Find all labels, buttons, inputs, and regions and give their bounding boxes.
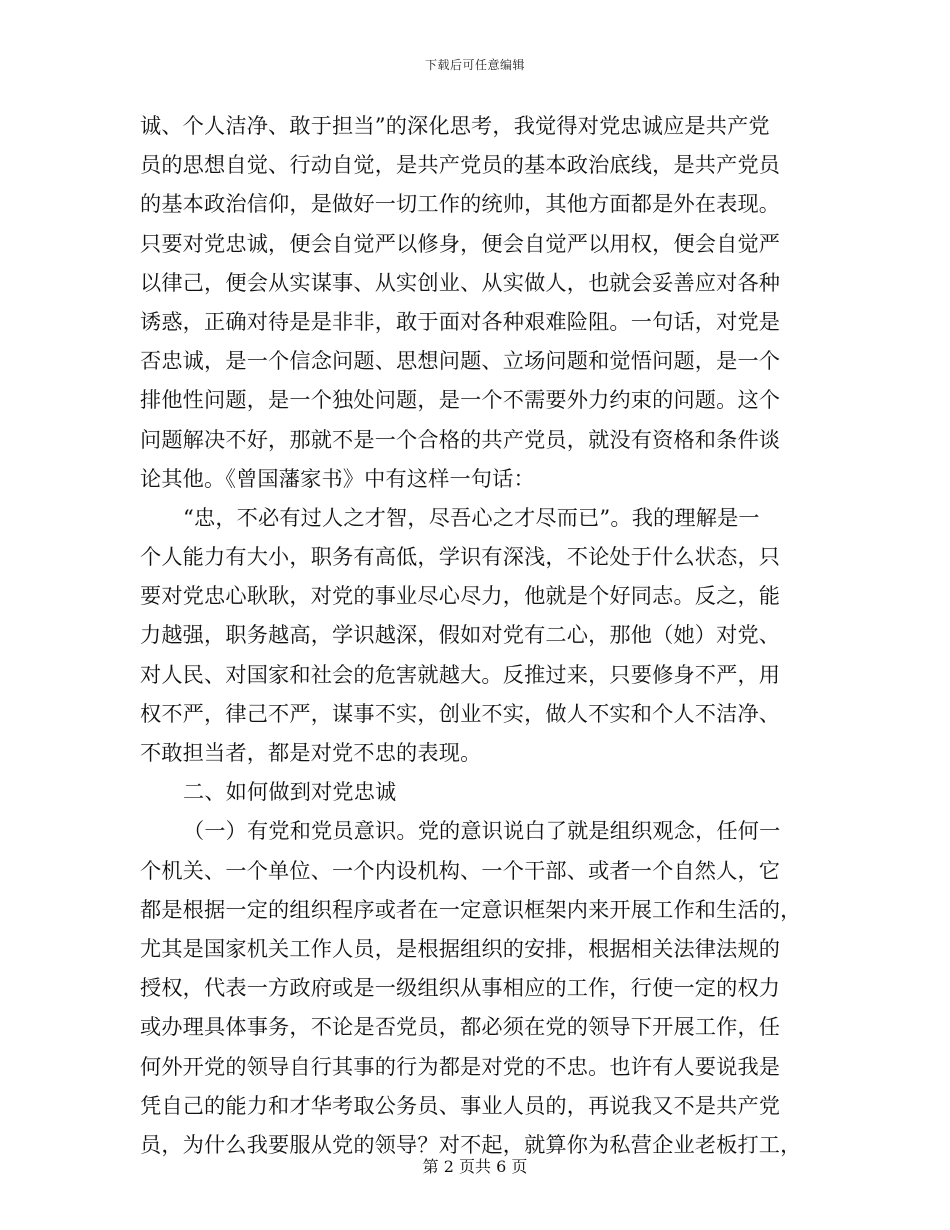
text-line: 诱惑，正确对待是是非非，敢于面对各种艰难险阻。一句话，对党是 bbox=[140, 308, 781, 334]
text-line: 尤其是国家机关工作人员，是根据组织的安排，根据相关法律法规的 bbox=[140, 935, 781, 961]
text-line: 或办理具体事务，不论是否党员，都必须在党的领导下开展工作，任 bbox=[140, 1014, 781, 1040]
page-footer: 第 2 页共 6 页 bbox=[422, 1157, 528, 1176]
text-line: 论其他。《曾国藩家书》中有这样一句话： bbox=[140, 465, 535, 491]
text-line: 何外开党的领导自行其事的行为都是对党的不忠。也许有人要说我是 bbox=[140, 1053, 781, 1079]
text-line: 否忠诚，是一个信念问题、思想问题、立场问题和觉悟问题，是一个 bbox=[140, 348, 781, 374]
text-line: 都是根据一定的组织程序或者在一定意识框架内来开展工作和生活的， bbox=[140, 896, 802, 922]
text-line: 员的思想自觉、行动自觉，是共产党员的基本政治底线，是共产党员 bbox=[140, 152, 781, 178]
text-line: 员，为什么我要服从党的领导？对不起，就算你为私营企业老板打工， bbox=[140, 1131, 802, 1157]
text-line: 的基本政治信仰，是做好一切工作的统帅，其他方面都是外在表现。 bbox=[140, 191, 781, 217]
text-line: 诚、个人洁净、敢于担当”的深化思考，我觉得对党忠诚应是共产党 bbox=[140, 113, 770, 138]
text-line: （一）有党和党员意识。党的意识说白了就是组织观念，任何一 bbox=[183, 818, 781, 844]
text-line: 只要对党忠诚，便会自觉严以修身，便会自觉严以用权，便会自觉严 bbox=[140, 230, 781, 256]
text-line: 力越强，职务越高，学识越深，假如对党有二心，那他（她）对党、 bbox=[140, 622, 781, 648]
text-line: 问题解决不好，那就不是一个合格的共产党员，就没有资格和条件谈 bbox=[140, 426, 781, 452]
text-line: 凭自己的能力和才华考取公务员、事业人员的，再说我又不是共产党 bbox=[140, 1092, 781, 1118]
text-line: 以律己，便会从实谋事、从实创业、从实做人，也就会妥善应对各种 bbox=[140, 269, 781, 295]
text-line: 授权，代表一方政府或是一级组织从事相应的工作，行使一定的权力 bbox=[140, 975, 781, 1001]
text-line: 排他性问题，是一个独处问题，是一个不需要外力约束的问题。这个 bbox=[140, 387, 781, 413]
text-line: 个机关、一个单位、一个内设机构、一个干部、或者一个自然人，它 bbox=[140, 857, 781, 883]
text-line: 不敢担当者，都是对党不忠的表现。 bbox=[140, 740, 482, 765]
body-text bbox=[140, 106, 810, 1164]
page-header: 下载后可任意编辑 bbox=[424, 58, 525, 72]
text-line: 个人能力有大小，职务有高低，学识有深浅，不论处于什么状态，只 bbox=[140, 544, 781, 570]
text-line: 二、如何做到对党忠诚 bbox=[183, 779, 397, 805]
text-line: 对人民、对国家和社会的危害就越大。反推过来，只要修身不严，用 bbox=[140, 661, 781, 687]
text-line: 权不严，律己不严，谋事不实，创业不实，做人不实和个人不洁净、 bbox=[140, 700, 781, 726]
text-line: 要对党忠心耿耿，对党的事业尽心尽力，他就是个好同志。反之，能 bbox=[140, 583, 781, 609]
text-line: “忠，不必有过人之才智，尽吾心之才尽而已”。我的理解是一 bbox=[183, 504, 760, 530]
